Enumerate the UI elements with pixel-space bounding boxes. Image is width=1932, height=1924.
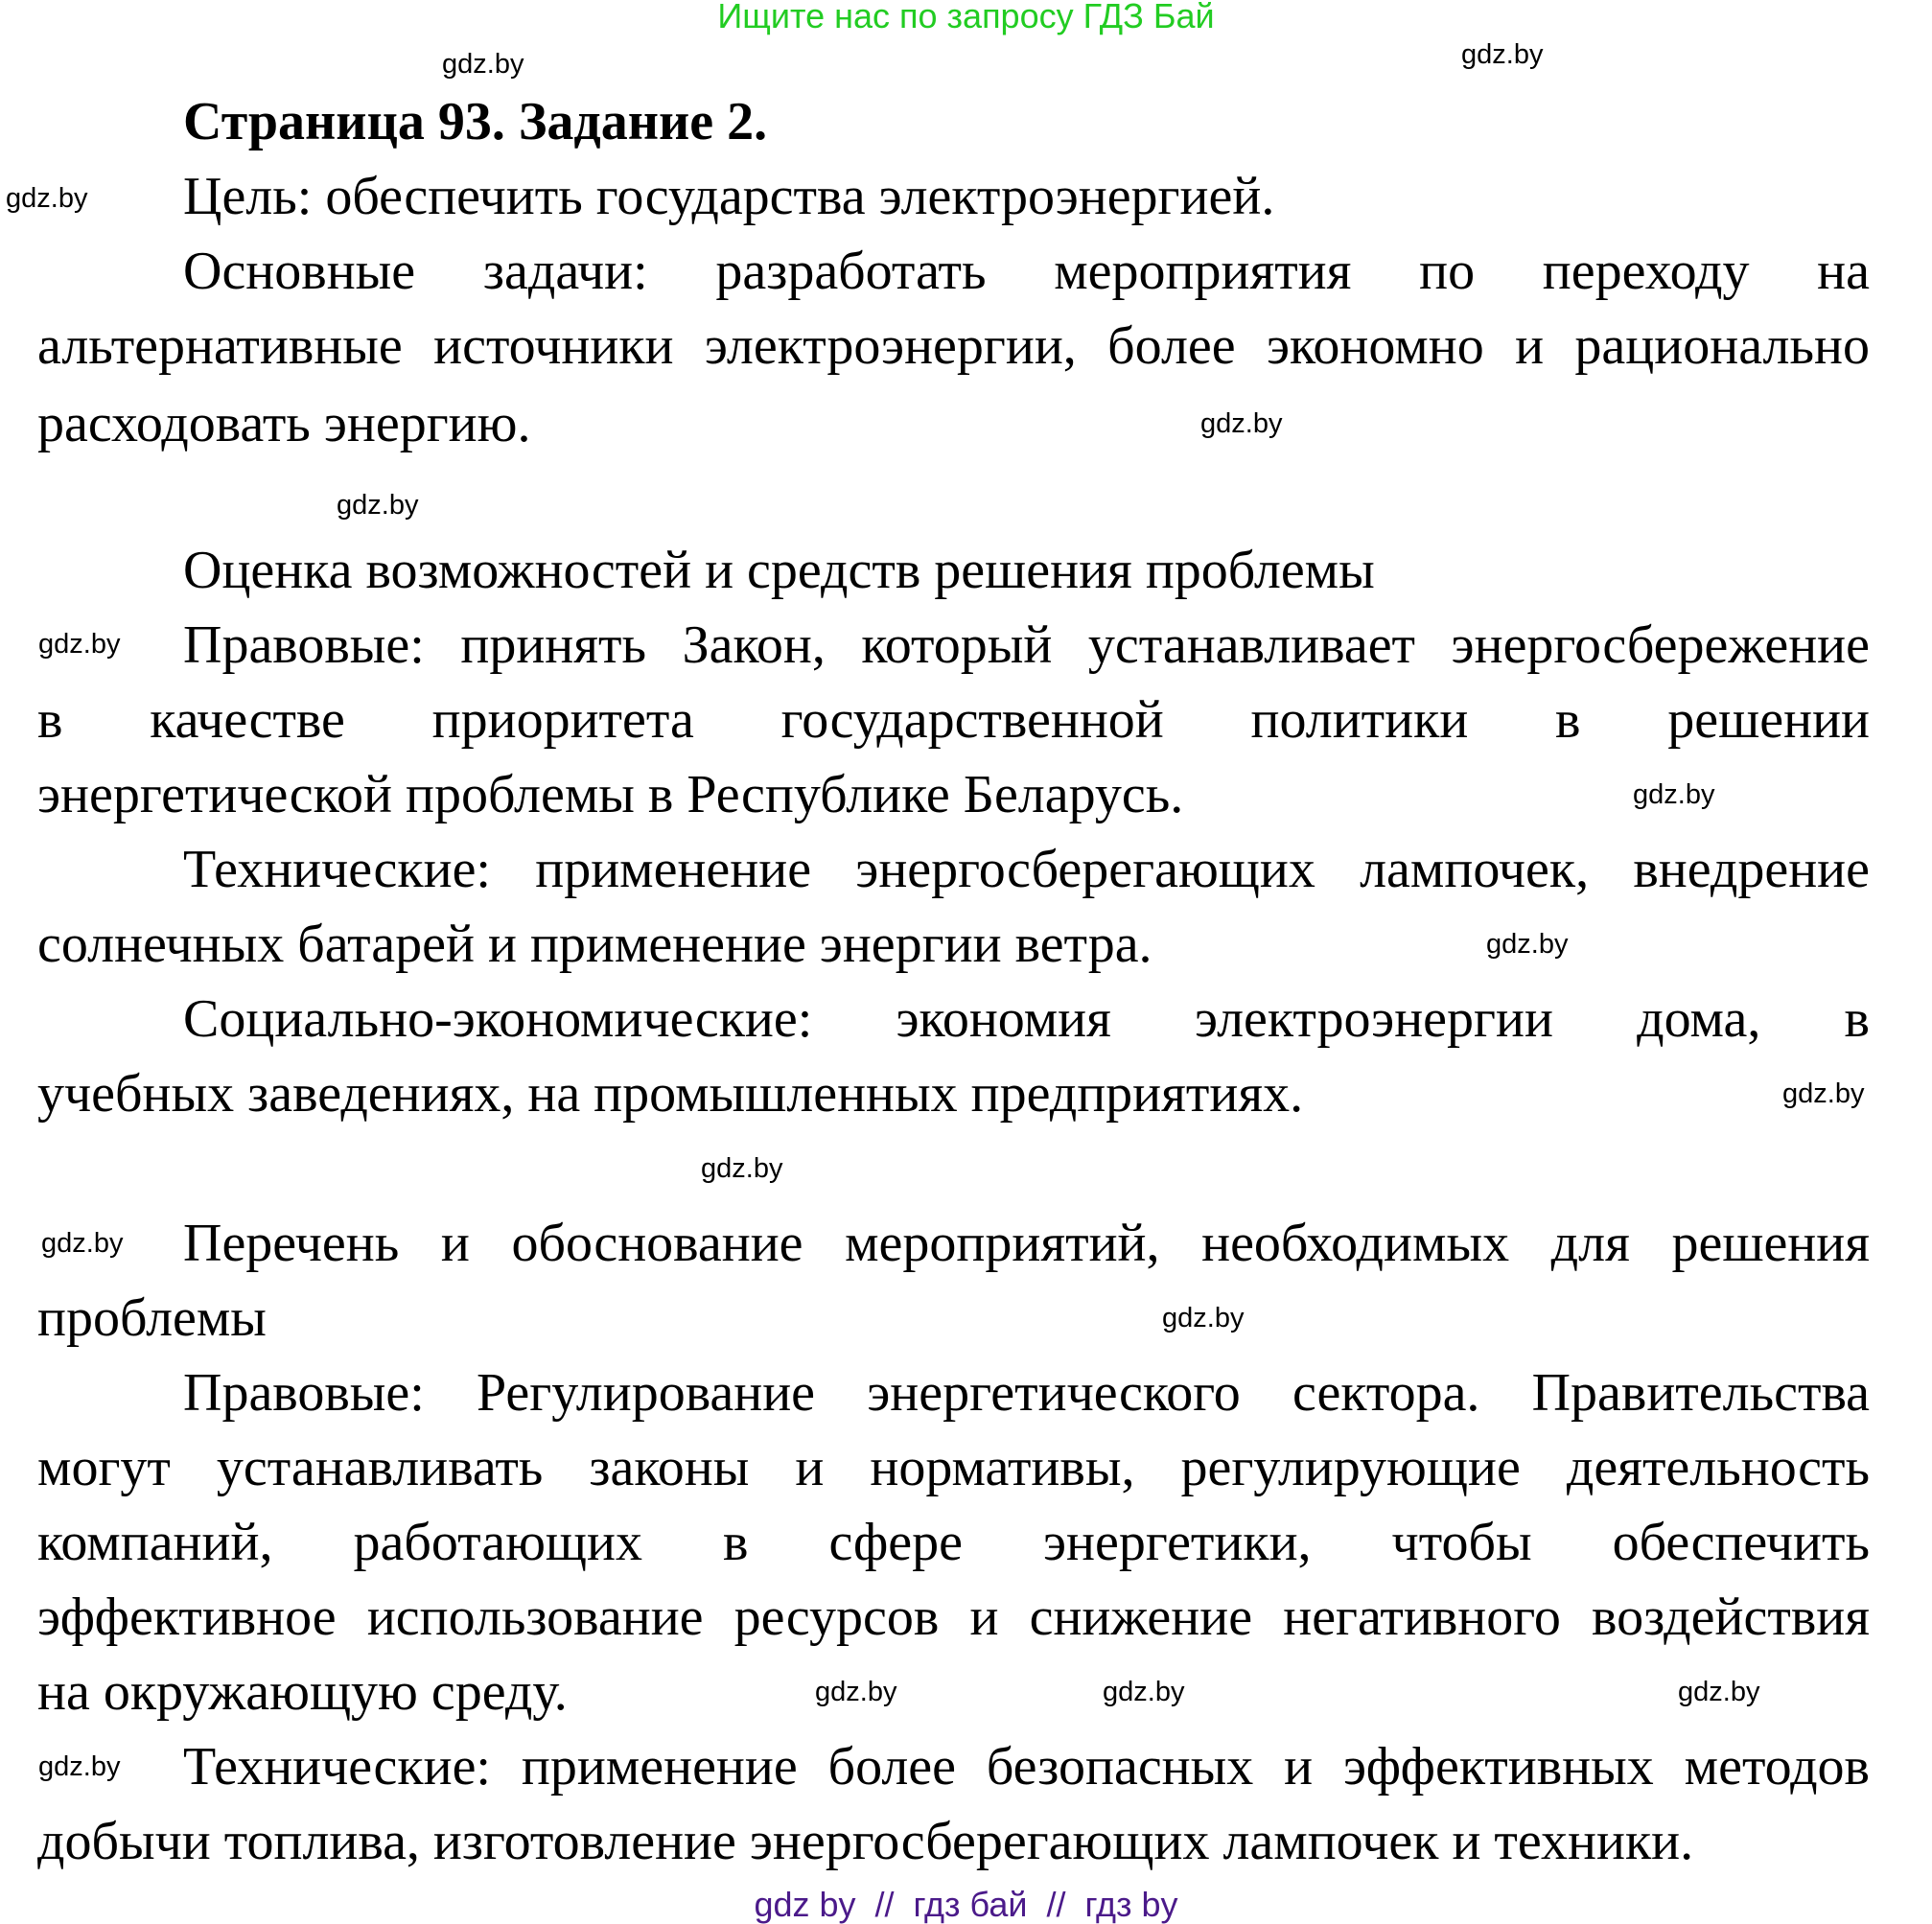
watermark: gdz.by [1782, 1078, 1865, 1109]
text-line: эффективное использование ресурсов и снижение негативного воздействия [37, 1588, 1870, 1647]
watermark: gdz.by [1486, 929, 1569, 960]
text-line: на окружающую среду. [37, 1662, 568, 1722]
watermark: gdz.by [6, 183, 88, 214]
footer-banner: gdz by // гдз бай // гдз by [754, 1885, 1178, 1924]
text-line: расходовать энергию. [37, 394, 531, 453]
watermark: gdz.by [1461, 39, 1544, 70]
text-line: солнечных батарей и применение энергии ветра. [37, 915, 1152, 974]
text-line: Технические: применение более безопасных и эффективных методов [183, 1737, 1870, 1797]
watermark: gdz.by [38, 1751, 121, 1782]
watermark: gdz.by [442, 49, 524, 80]
watermark: gdz.by [41, 1228, 124, 1259]
text-line: Цель: обеспечить государства электроэнергией. [183, 167, 1275, 226]
watermark: gdz.by [815, 1677, 897, 1707]
text-line: добычи топлива, изготовление энергосберегающих лампочек и техники. [37, 1812, 1694, 1871]
text-line: Социально-экономические: экономия электроэнергии дома, в [183, 989, 1870, 1049]
header-banner: Ищите нас по запросу ГДЗ Бай [717, 0, 1215, 35]
watermark: gdz.by [38, 629, 121, 660]
page-title: Страница 93. Задание 2. [183, 92, 768, 151]
section-heading: Оценка возможностей и средств решения проблемы [183, 541, 1375, 600]
section-heading: Перечень и обоснование мероприятий, необходимых для решения [183, 1214, 1870, 1273]
watermark: gdz.by [1678, 1677, 1760, 1707]
text-line: компаний, работающих в сфере энергетики, чтобы обеспечить [37, 1513, 1870, 1572]
text-line: Правовые: принять Закон, который устанавливает энергосбережение [183, 615, 1870, 675]
watermark: gdz.by [1103, 1677, 1185, 1707]
watermark: gdz.by [1633, 779, 1715, 810]
text-line: учебных заведениях, на промышленных предприятиях. [37, 1064, 1304, 1124]
section-heading: проблемы [37, 1288, 267, 1348]
text-line: Основные задачи: разработать мероприятия по переходу на [183, 242, 1870, 301]
watermark: gdz.by [701, 1153, 783, 1184]
text-line: альтернативные источники электроэнергии, более экономно и рационально [37, 316, 1870, 376]
text-line: Технические: применение энергосберегающих лампочек, внедрение [183, 840, 1870, 899]
text-line: Правовые: Регулирование энергетического сектора. Правительства [183, 1363, 1870, 1423]
text-line: в качестве приоритета государственной политики в решении [37, 690, 1870, 750]
watermark: gdz.by [337, 490, 419, 521]
text-line: энергетической проблемы в Республике Беларусь. [37, 765, 1184, 824]
watermark: gdz.by [1200, 408, 1283, 439]
watermark: gdz.by [1162, 1303, 1245, 1333]
text-line: могут устанавливать законы и нормативы, регулирующие деятельность [37, 1438, 1870, 1497]
